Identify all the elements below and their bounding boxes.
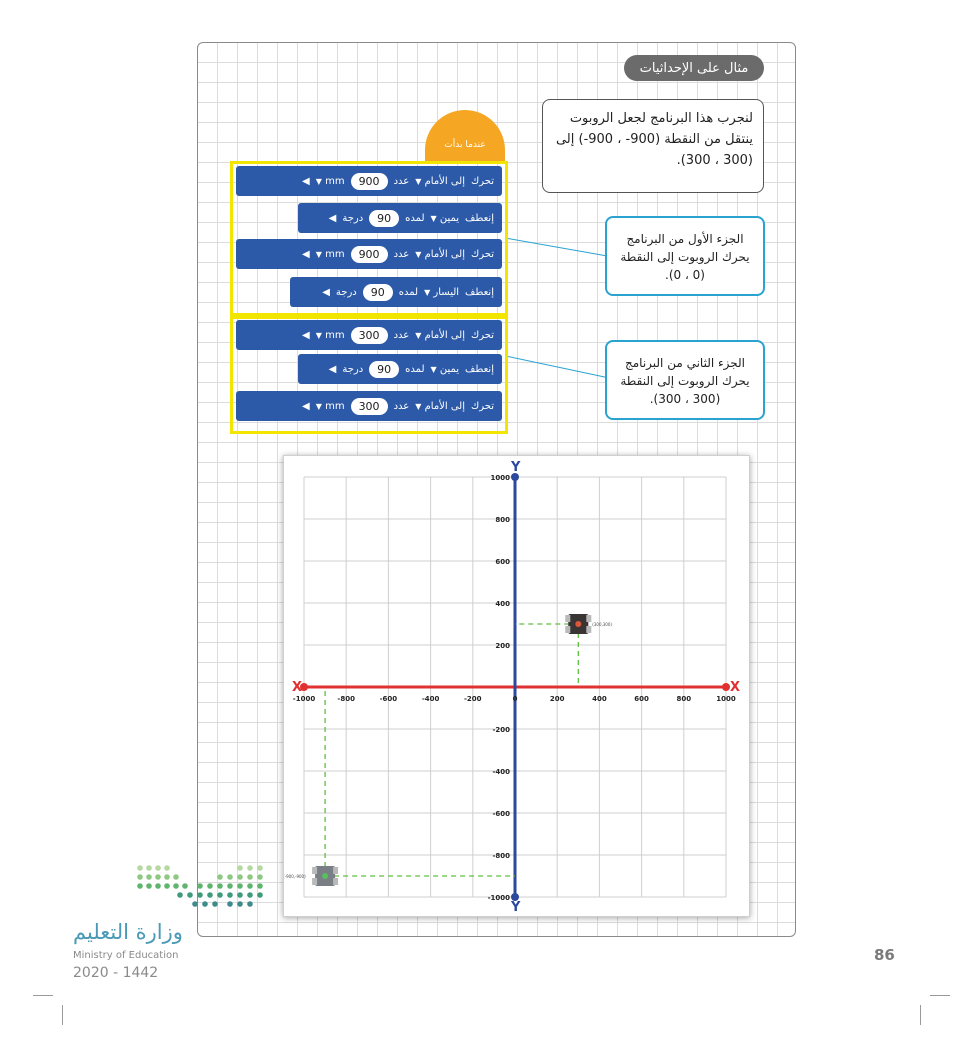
x-tick-label: -200 (464, 695, 482, 703)
y-tick-label: 1000 (490, 474, 510, 482)
logo-dot (257, 883, 263, 889)
logo-dot (247, 874, 253, 880)
x-axis-end-dot (722, 683, 730, 691)
callout-part-2: الجزء الثاني من البرنامج يحرك الروبوت إلى النقطة (300 ، 300). (605, 340, 765, 420)
block-value-input[interactable]: 90 (369, 210, 399, 227)
block-collapse-icon[interactable]: ◀ (322, 286, 330, 298)
logo-dot (257, 865, 263, 871)
logo-dot (177, 892, 183, 898)
logo-dot (217, 874, 223, 880)
block-collapse-icon[interactable]: ◀ (302, 329, 310, 341)
block-verb: تحرك (471, 329, 494, 341)
point-label: (-900,-900) (284, 874, 306, 879)
x-tick-label: 200 (549, 695, 565, 703)
block-verb: تحرك (471, 248, 494, 260)
block-unit-label: درجة (342, 363, 364, 375)
block-duration-label: لمده (398, 286, 419, 298)
x-axis-label-right: X (730, 680, 741, 695)
logo-dot (155, 865, 161, 871)
y-tick-label: 600 (495, 558, 510, 566)
block-verb: إنعطف (465, 212, 494, 224)
y-tick-label: 200 (495, 642, 510, 650)
block-collapse-icon[interactable]: ◀ (328, 363, 337, 375)
crop-mark-left-h (33, 995, 53, 996)
block-direction-dropdown[interactable]: إلى الأمام ▼ (415, 248, 465, 260)
block-value-input[interactable]: 900 (351, 246, 388, 263)
logo-dot (173, 874, 179, 880)
coordinate-plane-card (283, 455, 750, 917)
block-unit-dropdown[interactable]: mm ▼ (315, 400, 345, 412)
y-tick-label: -200 (492, 726, 510, 734)
page-number: 86 (874, 946, 895, 964)
logo-dot (164, 883, 170, 889)
code-block-turn[interactable] (290, 277, 502, 307)
block-direction-dropdown[interactable]: إلى الأمام ▼ (415, 175, 465, 187)
code-block-turn[interactable] (298, 354, 502, 384)
block-unit-label: درجة (342, 212, 364, 224)
logo-dot (146, 865, 152, 871)
logo-dot (247, 865, 253, 871)
logo-dot (197, 892, 203, 898)
x-tick-label: -600 (379, 695, 398, 703)
y-tick-label: -400 (492, 768, 510, 776)
x-tick-label: 0 (512, 695, 518, 703)
block-verb: تحرك (471, 175, 494, 187)
code-block-turn[interactable] (298, 203, 502, 233)
block-count-label: عدد (393, 329, 410, 341)
logo-dot (217, 892, 223, 898)
ministry-name-english: Ministry of Education (73, 950, 179, 961)
logo-dot (197, 883, 203, 889)
point-label: (300,300) (592, 622, 612, 627)
logo-dot (237, 901, 243, 907)
callout-part-1: الجزء الأول من البرنامج يحرك الروبوت إلى النقطة (0 ، 0). (605, 216, 765, 296)
logo-dot (146, 883, 152, 889)
logo-dot (137, 883, 143, 889)
block-direction-dropdown[interactable]: يمين ▼ (430, 212, 460, 224)
logo-dot (257, 874, 263, 880)
logo-dot (247, 883, 253, 889)
block-unit-label: درجة (335, 286, 357, 298)
logo-dot (182, 883, 188, 889)
logo-dot (237, 874, 243, 880)
logo-dot (237, 892, 243, 898)
logo-dot (247, 892, 253, 898)
logo-dot (137, 874, 143, 880)
block-value-input[interactable]: 90 (369, 361, 399, 378)
logo-dot (212, 901, 218, 907)
block-duration-label: لمده (405, 363, 425, 375)
coordinate-plane-chart (284, 456, 749, 916)
robot-icon (312, 866, 338, 886)
block-collapse-icon[interactable]: ◀ (302, 175, 310, 187)
x-tick-label: 600 (634, 695, 649, 703)
section-title-tag: مثال على الإحداثيات (624, 55, 764, 81)
logo-dot (137, 865, 143, 871)
block-collapse-icon[interactable]: ◀ (302, 248, 310, 260)
block-count-label: عدد (393, 175, 410, 187)
logo-dot (227, 874, 233, 880)
x-tick-label: -1000 (292, 695, 316, 703)
logo-dot (227, 883, 233, 889)
x-tick-label: -400 (421, 695, 440, 703)
x-axis-label-left: X (292, 680, 303, 695)
logo-dot (227, 901, 233, 907)
y-axis-label-bottom: Y (511, 900, 521, 915)
block-verb: إنعطف (465, 286, 494, 298)
block-direction-dropdown[interactable]: يمين ▼ (430, 363, 460, 375)
code-block-move[interactable] (236, 166, 502, 196)
crop-mark-right-v (920, 1005, 921, 1025)
block-direction-dropdown[interactable]: إلى الأمام ▼ (415, 329, 465, 341)
x-tick-label: 800 (676, 695, 692, 703)
code-block-move[interactable] (236, 320, 502, 350)
logo-dot (187, 892, 193, 898)
logo-dot (207, 892, 213, 898)
block-direction-dropdown[interactable]: إلى الأمام ▼ (415, 400, 465, 412)
crop-mark-right-h (930, 995, 950, 996)
x-tick-label: 400 (592, 695, 607, 703)
logo-dot (155, 874, 161, 880)
y-tick-label: 800 (495, 516, 510, 524)
logo-dot (155, 883, 161, 889)
block-value-input[interactable]: 900 (351, 173, 388, 190)
hat-block-label: عندما بدأت (444, 140, 486, 150)
y-tick-label: -600 (492, 810, 510, 818)
ministry-logo-icon (136, 864, 271, 909)
code-block-move[interactable] (236, 391, 502, 421)
crop-mark-left-v (62, 1005, 63, 1025)
logo-dot (247, 901, 253, 907)
y-tick-label: -1000 (487, 894, 510, 902)
block-unit-dropdown[interactable]: mm ▼ (315, 248, 345, 260)
y-axis-label-top: Y (511, 460, 521, 475)
intro-text-box: لنجرب هذا البرنامج لجعل الروبوت ينتقل من النقطة (900- ، 900-) إلى (300 ، 300). (542, 99, 764, 193)
logo-dot (192, 901, 198, 907)
ministry-year: 2020 - 1442 (73, 965, 159, 981)
logo-dot (217, 883, 223, 889)
y-tick-label: -800 (492, 852, 510, 860)
block-unit-dropdown[interactable]: mm ▼ (315, 329, 345, 341)
logo-dot (164, 874, 170, 880)
x-tick-label: -800 (337, 695, 355, 703)
block-value-input[interactable]: 300 (351, 398, 388, 415)
ministry-name-arabic: وزارة التعليم (73, 920, 183, 944)
robot-icon (565, 614, 591, 634)
block-value-input[interactable]: 300 (351, 327, 388, 344)
logo-dot (237, 865, 243, 871)
block-collapse-icon[interactable]: ◀ (302, 400, 310, 412)
logo-dot (227, 892, 233, 898)
logo-dot (237, 883, 243, 889)
block-count-label: عدد (393, 400, 410, 412)
logo-dot (164, 865, 170, 871)
block-collapse-icon[interactable]: ◀ (328, 212, 337, 224)
logo-dot (146, 874, 152, 880)
block-direction-dropdown[interactable]: اليسار ▼ (424, 286, 460, 298)
logo-dot (257, 892, 263, 898)
block-unit-dropdown[interactable]: mm ▼ (315, 175, 345, 187)
block-verb: تحرك (471, 400, 494, 412)
block-value-input[interactable]: 90 (363, 284, 393, 301)
block-duration-label: لمده (405, 212, 425, 224)
logo-dot (207, 883, 213, 889)
block-verb: إنعطف (465, 363, 494, 375)
x-tick-label: 1000 (716, 695, 736, 703)
logo-dot (202, 901, 208, 907)
code-block-move[interactable] (236, 239, 502, 269)
block-count-label: عدد (393, 248, 410, 260)
logo-dot (173, 883, 179, 889)
y-tick-label: 400 (495, 600, 510, 608)
